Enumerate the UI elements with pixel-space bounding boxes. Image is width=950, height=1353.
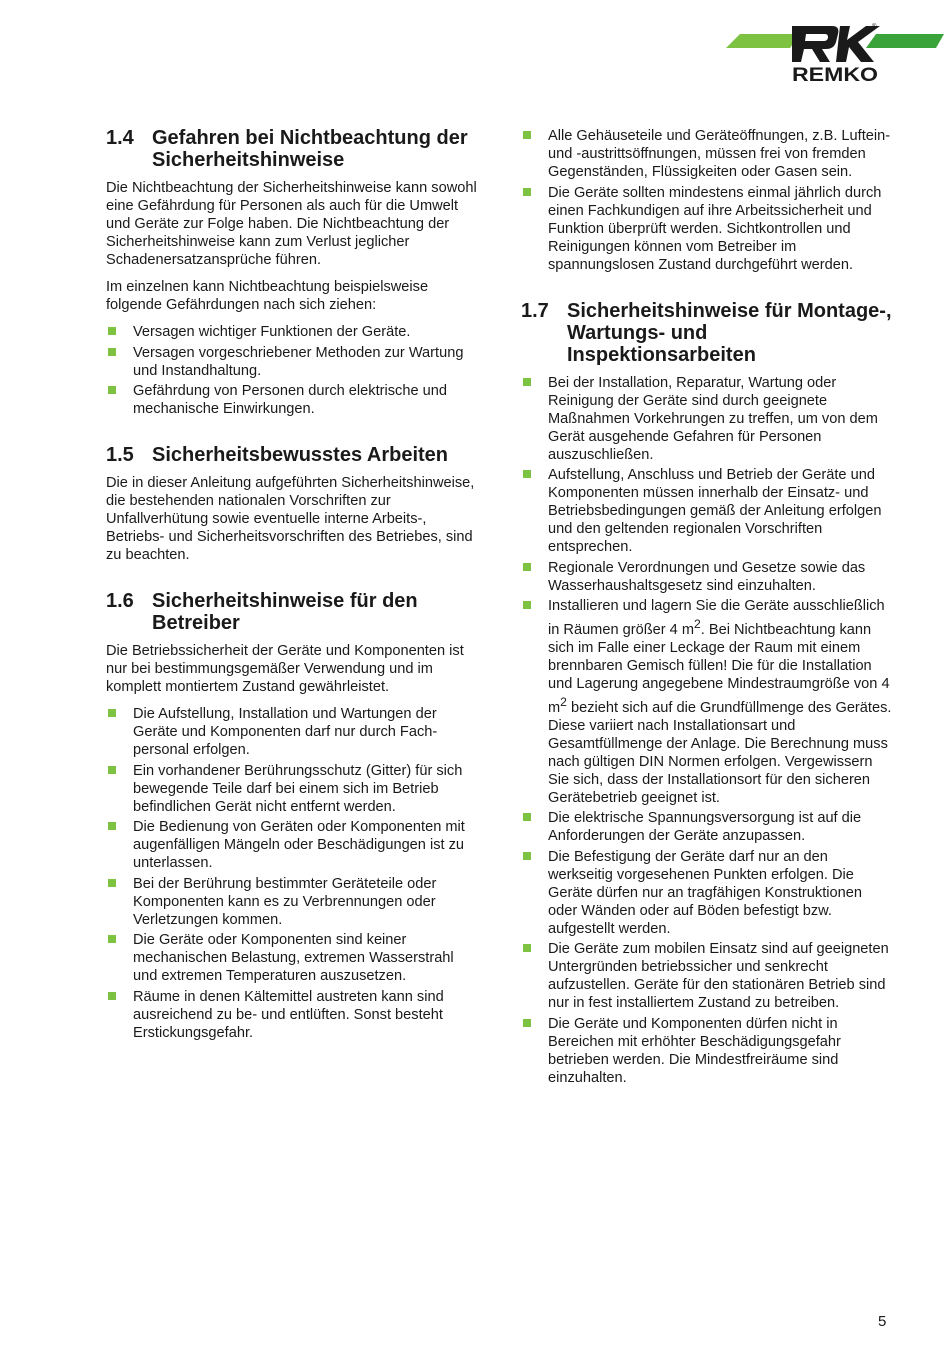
list-item-text: Die Geräte und Komponenten dürfen nicht in Bereichen mit erhöhter Beschädigungsgefahr betrieben werden. Die Mindestfreiräume sind einzuhalten. <box>548 1015 841 1086</box>
remko-logo <box>726 18 944 88</box>
list-item <box>521 184 893 274</box>
section-1-7-heading <box>521 300 893 366</box>
left-column <box>106 127 478 1068</box>
list-item <box>106 705 478 759</box>
section-1-4 <box>106 127 478 418</box>
bullet-square-icon <box>108 879 116 887</box>
section-title: Sicherheitshinweise für den Betreiber <box>152 590 418 634</box>
list-item <box>106 818 478 872</box>
bullet-square-icon <box>108 766 116 774</box>
list-item <box>106 323 478 341</box>
bullet-square-icon <box>523 131 531 139</box>
bullet-square-icon <box>108 822 116 830</box>
bullet-square-icon <box>523 188 531 196</box>
superscript: 2 <box>560 694 567 709</box>
superscript: 2 <box>694 617 701 631</box>
section-number: 1.6 <box>106 590 134 612</box>
paragraph: Im einzelnen kann Nichtbeachtung beispielsweise folgende Gefährdungen nach sich ziehen: <box>106 279 429 313</box>
bullet-list <box>106 323 478 418</box>
bullet-list <box>106 705 478 1042</box>
list-item-text: Die Bedienung von Geräten oder Komponenten mit augenfälligen Mängeln oder Beschädigungen ist zu unterlassen. <box>133 819 465 871</box>
list-item-text: Die Befestigung der Geräte darf nur an den werkseitig vorgesehenen Punkten erfolgen. Die Geräte dürfen nur an tragfähigen Konstruktionen oder Wänden oder auf Böden befestigt bzw. aufgestellt werden. <box>548 848 862 937</box>
list-item-text: Bei der Installation, Reparatur, Wartung oder Reinigung der Geräte sind durch geeignete Maßnahmen Vorkehrungen zu treffen, um von dem Gerät ausgehende Gefahren für Personen auszuschließen. <box>548 374 878 463</box>
bullet-square-icon <box>108 386 116 394</box>
bullet-square-icon <box>108 935 116 943</box>
list-item <box>521 374 893 464</box>
section-1-6-heading <box>106 590 478 634</box>
bullet-square-icon <box>108 992 116 1000</box>
bullet-square-icon <box>108 348 116 356</box>
list-item <box>521 1015 893 1087</box>
bullet-square-icon <box>523 944 531 952</box>
right-column <box>521 127 893 1113</box>
section-number: 1.4 <box>106 127 134 149</box>
section-1-7 <box>521 300 893 1087</box>
bullet-square-icon <box>108 709 116 717</box>
bullet-square-icon <box>523 852 531 860</box>
list-item <box>521 559 893 595</box>
section-number: 1.7 <box>521 299 549 322</box>
list-item <box>521 466 893 556</box>
list-item <box>106 931 478 985</box>
bullet-square-icon <box>523 378 531 386</box>
list-item-text <box>548 598 891 806</box>
list-item-text: Aufstellung, Anschluss und Betrieb der Geräte und Komponenten müssen innerhalb der Einsatz- und Betriebsbedingungen gemäß der Anleitung erfolgen und den geltenden regionalen Vorschriften entsprechen. <box>548 467 882 555</box>
section-number: 1.5 <box>106 444 134 466</box>
bullet-square-icon <box>523 1019 531 1027</box>
list-item-text: Die Geräte sollten mindestens einmal jährlich durch einen Fachkundigen auf ihre Arbeitssicherheit und Funktion überprüft werden. Sichtkontrollen und Reinigungen können vom Betreiber im spannungslosen Zustand durchgeführt werden. <box>548 184 882 273</box>
bullet-square-icon <box>523 563 531 571</box>
bullet-square-icon <box>523 470 531 478</box>
logo-text: REMKO <box>792 65 878 86</box>
list-item <box>521 848 893 938</box>
svg-text:®: ® <box>872 24 877 30</box>
list-item <box>106 762 478 816</box>
section-title: Sicherheitshinweise für Montage-, Wartungs- und Inspektionsarbeiten <box>567 299 892 366</box>
section-title: Sicherheitsbewusstes Arbeiten <box>152 444 449 466</box>
list-item-text: Die Aufstellung, Installation und Wartungen der Geräte und Komponenten darf nur durch Fachpersonal erfolgen. <box>133 706 438 758</box>
section-1-5-heading <box>106 444 478 466</box>
bullet-square-icon <box>108 327 116 335</box>
list-item-text: Regionale Verordnungen und Gesetze sowie das Wasserhaushaltsgesetz sind einzuhalten. <box>548 559 866 594</box>
list-item <box>521 127 893 181</box>
list-item-text: Ein vorhandener Berührungsschutz (Gitter) für sich bewegende Teile darf bei einem sich im Betrieb befindlichen Gerät nicht entfernt werden. <box>133 762 463 815</box>
paragraph: Die Betriebssicherheit der Geräte und Komponenten ist nur bei bestimmungsgemäßer Verwendung und im komplett montiertem Zustand gewährleistet. <box>106 643 464 695</box>
list-item-text: Die elektrische Spannungsversorgung ist auf die Anforderungen der Geräte anzupassen. <box>548 810 862 845</box>
bullet-list <box>521 374 893 1087</box>
list-item <box>106 988 478 1042</box>
section-title: Gefahren bei Nichtbeachtung der Sicherheitshinweise <box>152 127 468 171</box>
bullet-list <box>521 127 893 274</box>
text-part: bezieht sich auf die Grundfüllmenge des Gerätes. Diese variiert nach Installationsart und Gesamtfüllmenge der Anlage. Die Berechnung muss nach gültigen DIN Normen erfolgen. Vergewissern Sie sich, dass der Installationsort für den sicheren Gerätebetrieb geeignet ist. <box>548 699 892 806</box>
list-item <box>521 809 893 845</box>
list-item <box>106 382 478 418</box>
list-item <box>521 597 893 807</box>
section-1-4-heading <box>106 127 478 171</box>
list-item-text: Gefährdung von Personen durch elektrische und mechanische Einwirkungen. <box>133 383 447 417</box>
list-item <box>521 940 893 1012</box>
page-number: 5 <box>878 1313 887 1330</box>
list-item-text: Versagen vorgeschriebener Methoden zur Wartung und Instandhaltung. <box>133 344 464 379</box>
list-item-text: Die Geräte zum mobilen Einsatz sind auf geeigneten Untergründen betriebssicher und senkrecht aufzustellen. Geräte für den stationären Betrieb sind nur in fest installiertem Zustand zu betreiben. <box>548 941 889 1012</box>
section-1-6-continued <box>521 127 893 274</box>
bullet-square-icon <box>523 601 531 609</box>
paragraph: Die in dieser Anleitung aufgeführten Sicherheitshinweise, die bestehenden nationalen Vorschriften zur Unfallverhütung sowie eventuelle interne Arbeits-, Betriebs- und Sicherheitsvorschriften des Betriebes, sind zu beachten. <box>106 475 475 563</box>
section-1-5 <box>106 444 478 564</box>
list-item-text: Alle Gehäuseteile und Geräteöffnungen, z.B. Luftein- und -austrittsöffnungen, müssen frei von fremden Gegenständen, Flüssigkeiten oder Gasen sein. <box>548 128 891 180</box>
list-item <box>106 344 478 380</box>
list-item-text: Versagen wichtiger Funktionen der Geräte. <box>133 324 411 340</box>
list-item-text: Die Geräte oder Komponenten sind keiner mechanischen Belastung, extremen Wasserstrahl und extremen Temperaturen auszusetzen. <box>133 932 454 984</box>
bullet-square-icon <box>523 813 531 821</box>
section-1-6 <box>106 590 478 1042</box>
list-item-text: Räume in denen Kältemittel austreten kann sind ausreichend zu be- und entlüften. Sonst besteht Erstickungsgefahr. <box>133 988 444 1041</box>
text-part: . Bei Nichtbeachtung kann sich im Falle einer Leckage der Raum mit einem brennbaren Gemisch füllen! Die für die Installation und Lagerung angegebene Mindestraumgröße von 4 m <box>548 621 890 716</box>
paragraph: Die Nichtbeachtung der Sicherheitshinweise kann sowohl eine Gefährdung für Personen als auch für die Umwelt und Geräte zur Folge haben. Die Nichtbeachtung der Sicherheitshinweise kann zum Verlust jeglicher Schadenersatzansprüche führen. <box>106 180 477 268</box>
list-item-text: Bei der Berührung bestimmter Geräteteile oder Komponenten kann es zu Verbrennungen oder Verletzungen kommen. <box>133 875 437 928</box>
text-part: Installieren und lagern Sie die Geräte ausschließlich in Räumen größer 4 m <box>548 598 885 638</box>
list-item <box>106 875 478 929</box>
